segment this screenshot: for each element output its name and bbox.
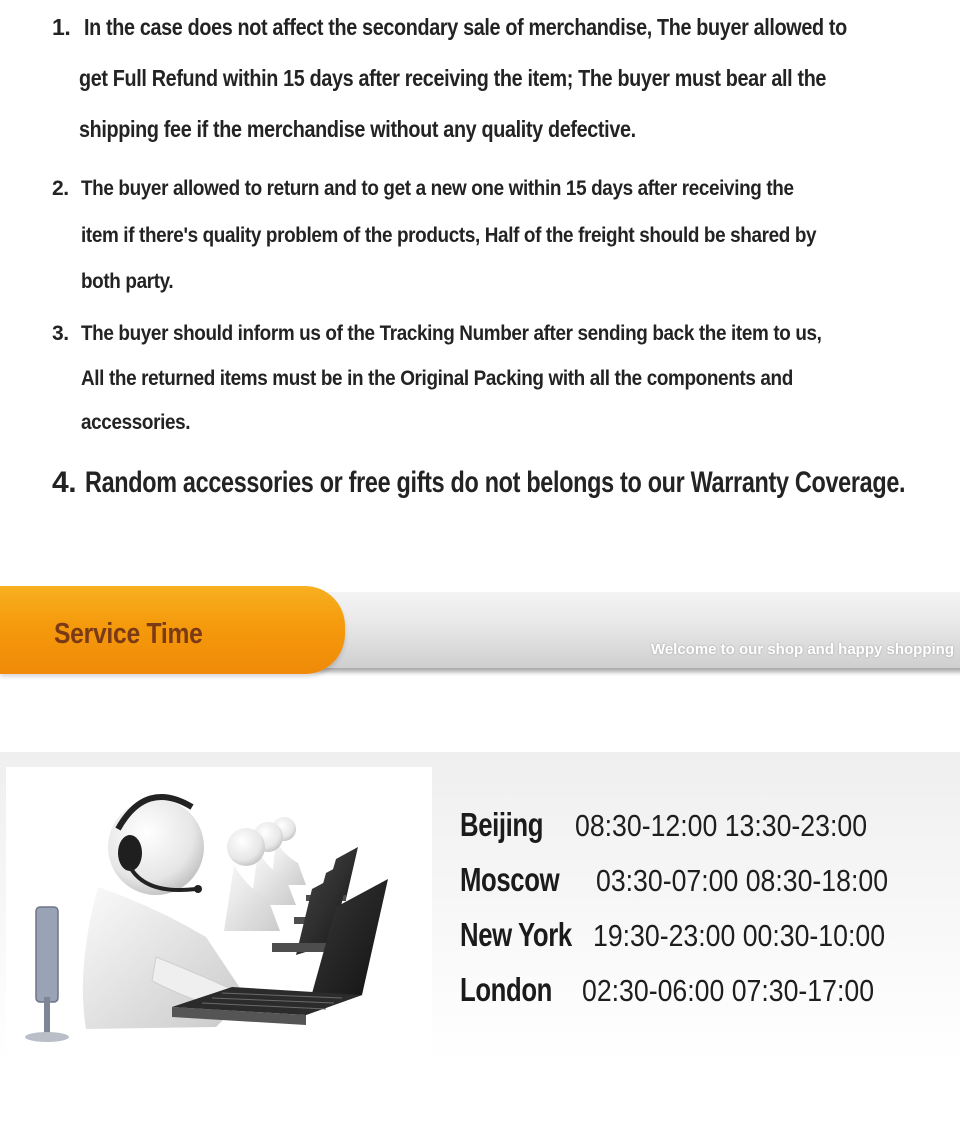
call-center-illustration [6,767,432,1053]
service-time-banner [0,583,960,678]
policy-item-number: 3. [52,322,69,345]
policy-item-line: In the case does not affect the secondary sale of merchandise, The buyer allowed to [84,14,847,40]
city-name: New York [460,916,572,953]
service-hours-panel [0,752,960,1062]
policy-item-line: Random accessories or free gifts do not belongs to our Warranty Coverage. [85,466,906,499]
banner-title: Service Time [54,618,203,650]
policy-item-line: accessories. [81,411,191,434]
policy-item-number: 4. [52,466,77,499]
hours-row-new-york [460,916,955,966]
policy-item-number: 1. [52,14,71,40]
banner-orange-tab [0,586,345,674]
call-center-agents-icon [6,767,432,1053]
city-name: Beijing [460,806,544,843]
service-time-range: 19:30-23:00 00:30-10:00 [593,918,886,953]
banner-slogan: Welcome to our shop and happy shopping [650,641,954,658]
policy-item-line: item if there's quality problem of the products, Half of the freight should be shared by [81,224,817,247]
policy-item-line: The buyer allowed to return and to get a new one within 15 days after receiving the [81,177,794,200]
service-time-range: 08:30-12:00 13:30-23:00 [575,808,868,843]
hours-row-beijing [460,806,955,856]
policy-item-line: The buyer should inform us of the Tracking Number after sending back the item to us, [81,322,822,345]
city-name: London [460,971,553,1008]
hours-row-moscow [460,861,955,911]
hours-row-london [460,971,955,1021]
policy-item-number: 2. [52,177,69,200]
policy-item-line: get Full Refund within 15 days after receiving the item; The buyer must bear all the [79,65,827,91]
return-policy-list [0,0,960,520]
service-time-range: 02:30-06:00 07:30-17:00 [582,973,875,1008]
policy-item-line: All the returned items must be in the Original Packing with all the components and [81,367,793,390]
policy-item-line: shipping fee if the merchandise without any quality defective. [79,116,636,142]
policy-item-line: both party. [81,270,174,293]
service-time-range: 03:30-07:00 08:30-18:00 [596,863,889,898]
city-name: Moscow [460,861,560,898]
